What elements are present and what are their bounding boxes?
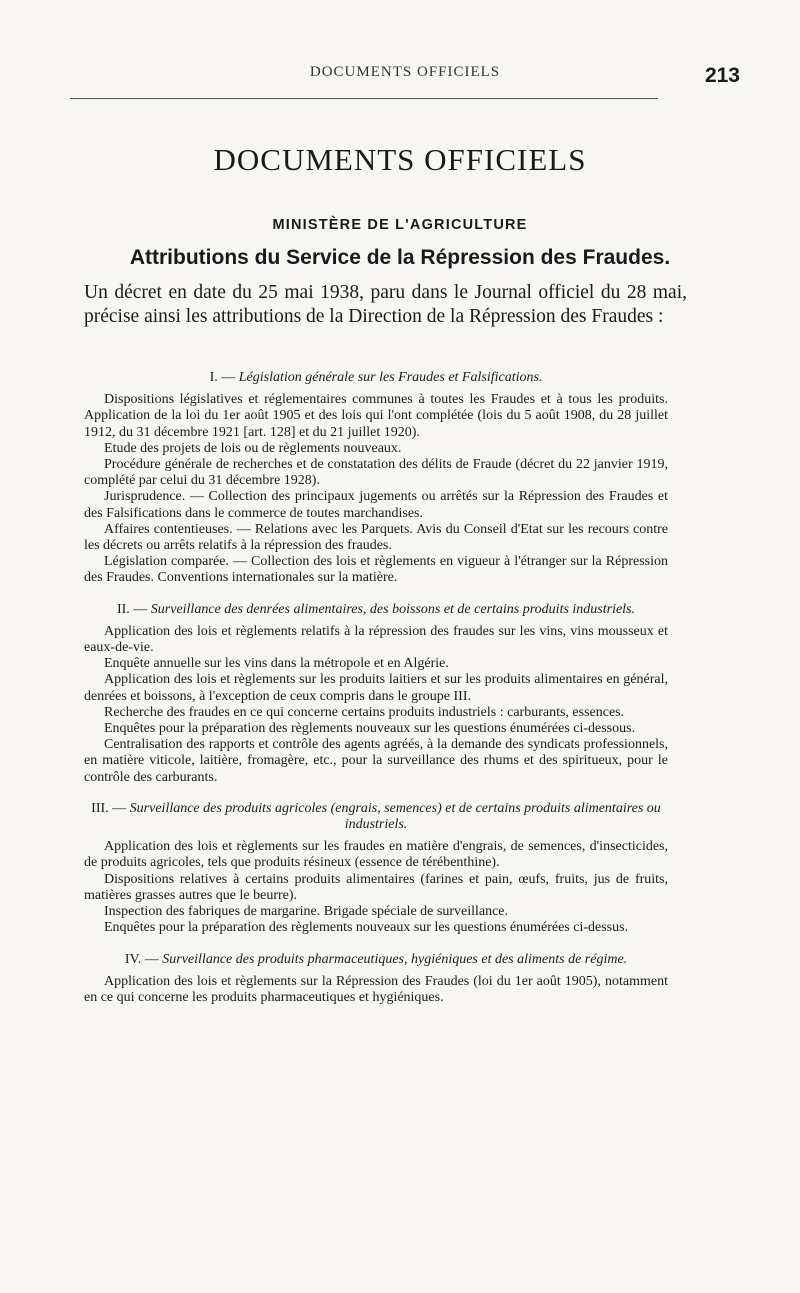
section-heading	[84, 801, 668, 833]
running-header	[70, 64, 740, 88]
section-heading	[84, 602, 668, 618]
section-1	[84, 370, 668, 587]
sections-container	[84, 370, 668, 1021]
paragraph: Affaires contentieuses. — Relations avec les Parquets. Avis du Conseil d'Etat sur les recours contre les décrets ou arrêts relatifs à la répression des fraudes.	[84, 521, 668, 554]
section-number: I. —	[209, 370, 236, 385]
paragraph: Dispositions législatives et réglementaires communes à toutes les Fraudes et à tous les produits. Application de la loi du 1er août 1905 et des lois qui l'ont complétée (lois du 5 août 1908, du 28 juillet 1912, du 31 décembre 1921 [art. 128] et du 21 juillet 1920).	[84, 392, 668, 440]
section-title: Législation générale sur les Fraudes et Falsifications.	[238, 370, 543, 385]
paragraph: Etude des projets de lois ou de règlements nouveaux.	[104, 440, 402, 456]
ministry-heading: MINISTÈRE DE L'AGRICULTURE	[272, 217, 528, 233]
paragraph: Enquêtes pour la préparation des règlements nouveaux sur les questions énumérées ci-dessous.	[104, 721, 636, 737]
paragraph: Application des lois et règlements sur les produits laitiers et sur les produits alimentaires en général, denrées et boissons, à l'exception de ceux compris dans le groupe III.	[84, 672, 668, 704]
section-heading	[84, 370, 668, 386]
section-heading	[84, 952, 668, 968]
section-title: Surveillance des produits agricoles (engrais, semences) et de certains produits alimentaires ou industriels.	[129, 800, 661, 833]
paragraph: Enquêtes pour la préparation des règlements nouveaux sur les questions énumérées ci-dessus.	[104, 920, 629, 936]
paragraph: Législation comparée. — Collection des lois et règlements en vigueur à l'étranger sur la Répression des Fraudes. Conventions internationales sur la matière.	[84, 554, 668, 586]
section-number: IV. —	[124, 951, 159, 967]
section-title: Surveillance des produits pharmaceutiques, hygiéniques et des aliments de régime.	[162, 951, 628, 967]
article-title: Attributions du Service de la Répression des Fraudes.	[129, 246, 671, 269]
paragraph: Inspection des fabriques de margarine. Brigade spéciale de surveillance.	[104, 904, 509, 920]
section-number: III. —	[91, 800, 127, 816]
paragraph: Application des lois et règlements sur la Répression des Fraudes (loi du 1er août 1905), notamment en ce qui concerne les produits pharmaceutiques et hygiéniques.	[84, 973, 668, 1005]
page-title: DOCUMENTS OFFICIELS	[213, 142, 587, 177]
intro-paragraph: Un décret en date du 25 mai 1938, paru dans le Journal officiel du 28 mai, précise ainsi les attributions de la Direction de la Répression des Fraudes :	[84, 282, 687, 327]
paragraph: Procédure générale de recherches et de constatation des délits de Fraude (décret du 22 janvier 1919, complété par celui du 31 décembre 1928).	[84, 457, 668, 489]
page-number: 213	[704, 64, 740, 87]
paragraph: Recherche des fraudes en ce qui concerne certains produits industriels : carburants, essences.	[104, 704, 625, 720]
paragraph: Application des lois et règlements relatifs à la répression des fraudes sur les vins, vins mousseux et eaux-de-vie.	[84, 623, 668, 656]
paragraph: Enquête annuelle sur les vins dans la métropole et en Algérie.	[104, 656, 449, 672]
header-divider	[70, 98, 658, 99]
paragraph: Centralisation des rapports et contrôle des agents agréés, à la demande des syndicats professionnels, en matière viticole, laitière, fromagère, etc., pour la surveillance des rhums et des spiritueux, pour le contrôle des carburants.	[84, 737, 668, 785]
section-3	[84, 801, 668, 937]
paragraph: Dispositions relatives à certains produits alimentaires (farines et pain, œufs, fruits, jus de fruits, matières grasses autres que le beurre).	[84, 871, 668, 903]
section-4	[84, 952, 668, 1007]
paragraph: Jurisprudence. — Collection des principaux jugements ou arrêtés sur la Répression des Fraudes et des Falsifications dans le commerce de toutes marchandises.	[84, 489, 668, 521]
paragraph: Application des lois et règlements sur les fraudes en matière d'engrais, de semences, d'insecticides, de produits agricoles, tels que produits résineux (essence de térébenthine).	[84, 839, 668, 871]
section-2	[84, 602, 668, 786]
running-title: DOCUMENTS OFFICIELS	[309, 64, 501, 80]
section-number: II. —	[116, 601, 148, 617]
section-title: Surveillance des denrées alimentaires, des boissons et de certains produits industriels.	[150, 601, 636, 617]
